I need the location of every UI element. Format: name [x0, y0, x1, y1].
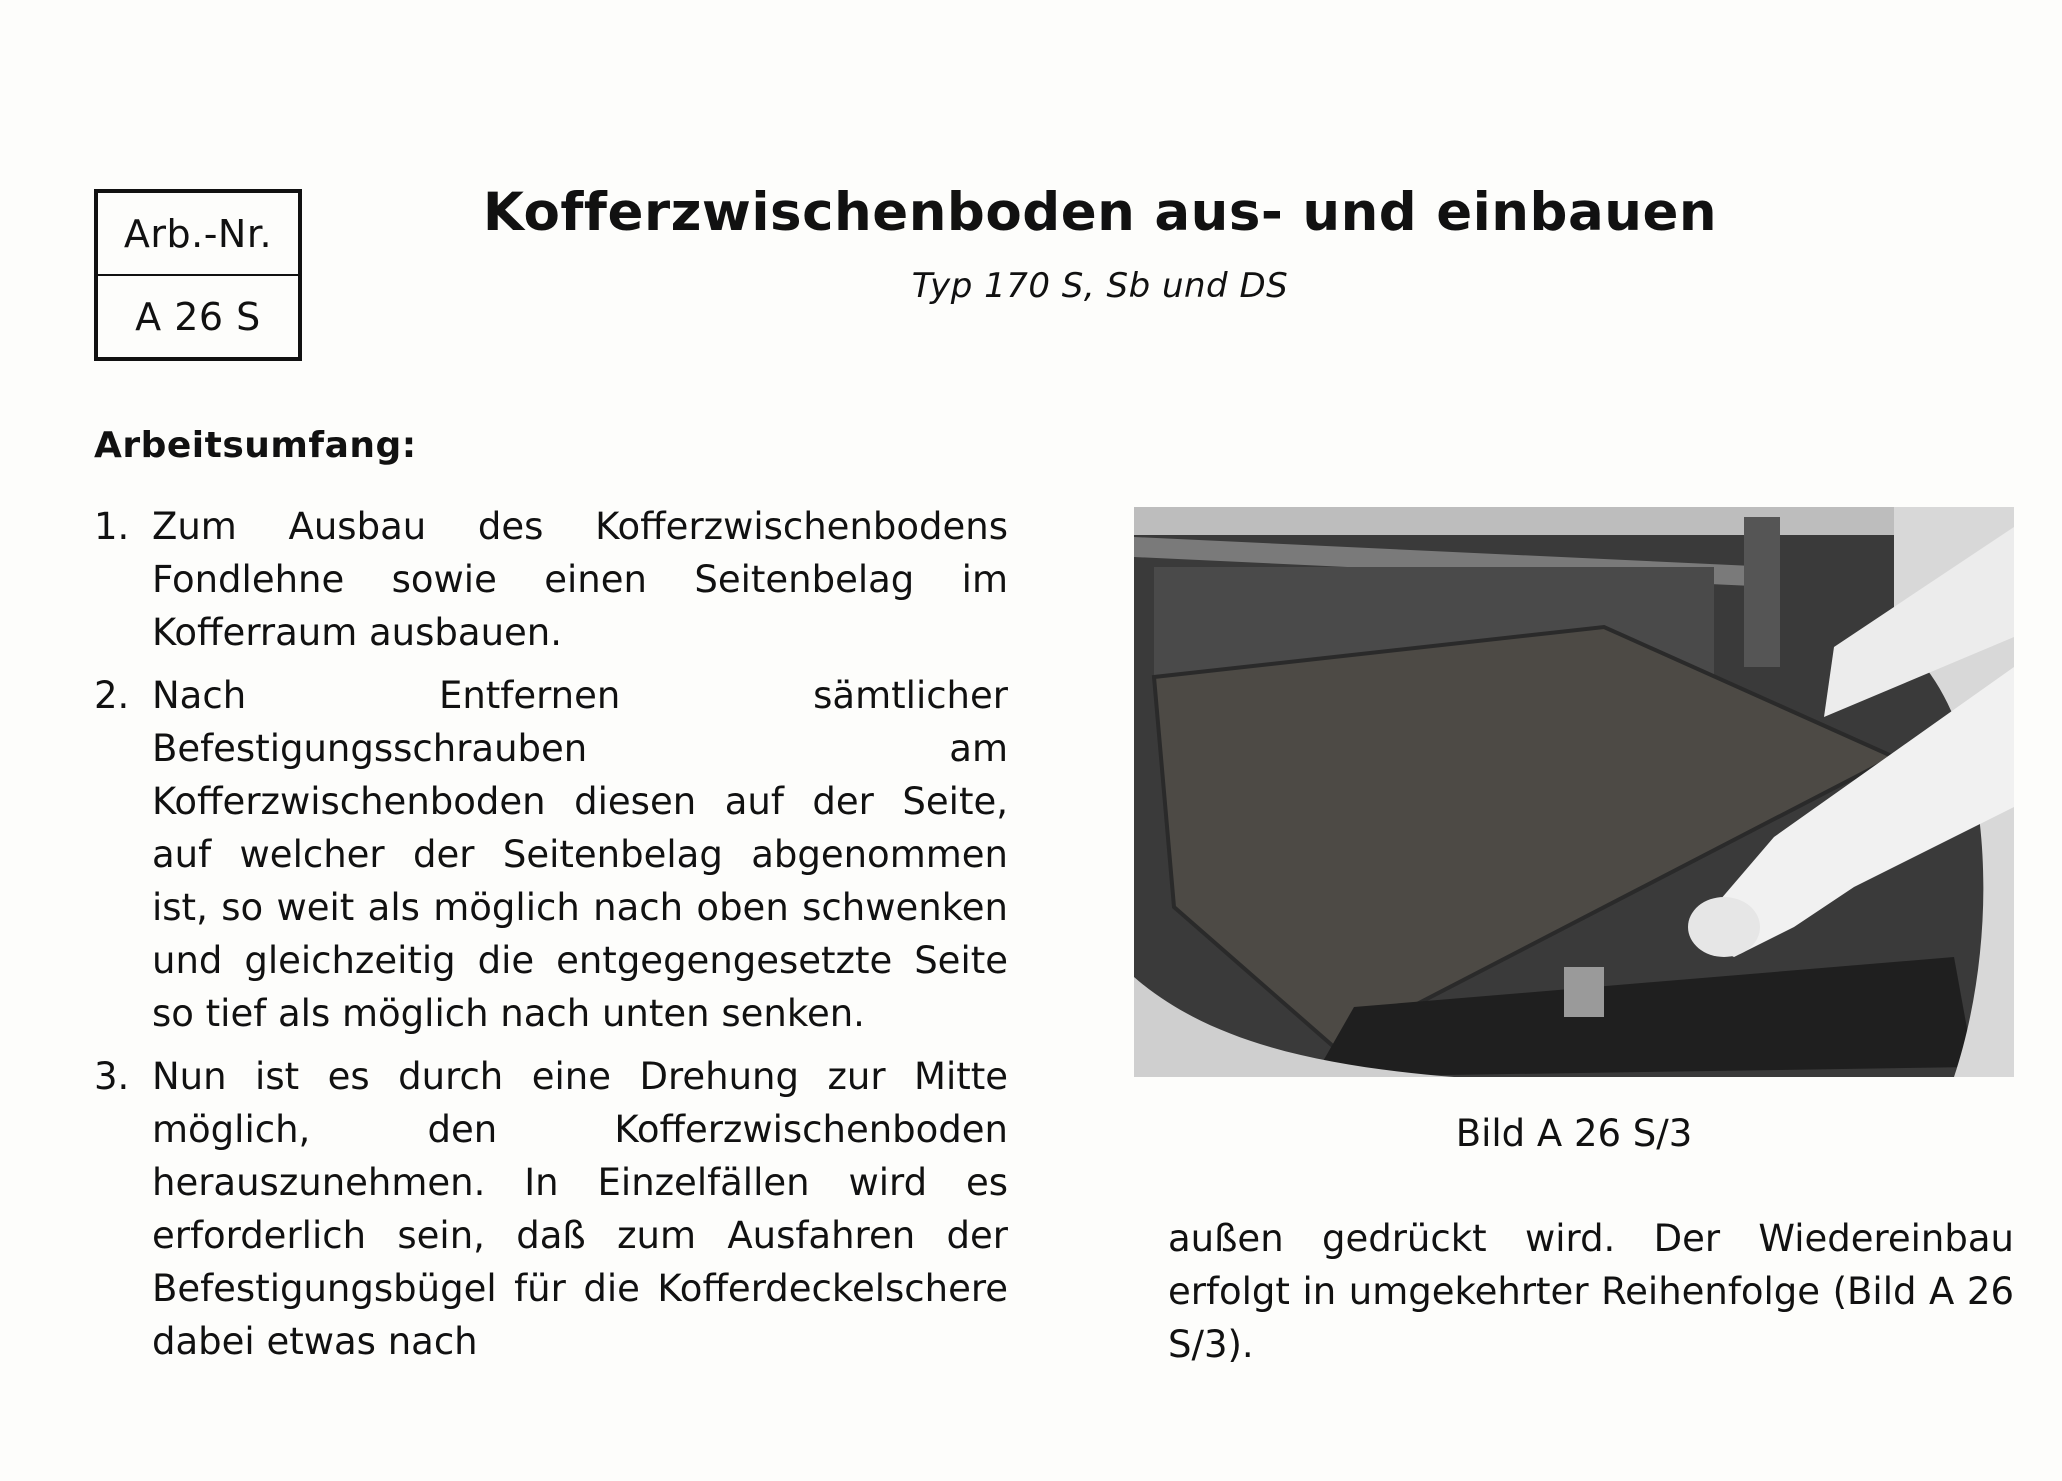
step-number: 3. — [94, 1055, 130, 1098]
work-number-label: Arb.-Nr. — [98, 193, 298, 276]
trunk-photo-illustration — [1134, 507, 2014, 1077]
page-title: Kofferzwischenboden aus- und einbauen — [482, 182, 1718, 243]
step-text: Nun ist es durch eine Drehung zur Mitte möglich, den Kofferzwischenboden herauszunehmen. In Einzelfällen wird es erforderlich sein, daß zum Ausfahren der Befestigungsbügel für die Kofferdeckelschere dabei etwas nach — [152, 1055, 1008, 1363]
step-text: Nach Entfernen sämtlicher Befestigungsschrauben am Kofferzwischenboden diesen auf der Seite, auf welcher der Seitenbelag abgenommen ist, so weit als möglich nach oben schwenken und gleichzeitig die entgegengesetzte Seite so tief als möglich nach unten senken. — [152, 674, 1008, 1035]
continuation-text: außen gedrückt wird. Der Wiedereinbau erfolgt in umgekehrter Reihenfolge (Bild A 26 S/3). — [1168, 1217, 2014, 1366]
step-number: 2. — [94, 674, 130, 717]
list-item — [94, 500, 1008, 659]
list-item — [94, 1050, 1008, 1368]
figure-caption: Bild A 26 S/3 — [1455, 1112, 1693, 1155]
page-subtitle: Typ 170 S, Sb und DS — [911, 266, 1289, 306]
steps-list — [94, 500, 1008, 1378]
list-item — [94, 669, 1008, 1040]
scope-heading: Arbeitsumfang: — [94, 425, 417, 466]
work-number-value: A 26 S — [135, 294, 261, 339]
work-number-box — [94, 189, 302, 361]
step-text: Zum Ausbau des Kofferzwischenbodens Fondlehne sowie einen Seitenbelag im Kofferraum ausbauen. — [152, 505, 1008, 654]
trunk-photo — [1134, 507, 2014, 1077]
step-number: 1. — [94, 505, 130, 548]
